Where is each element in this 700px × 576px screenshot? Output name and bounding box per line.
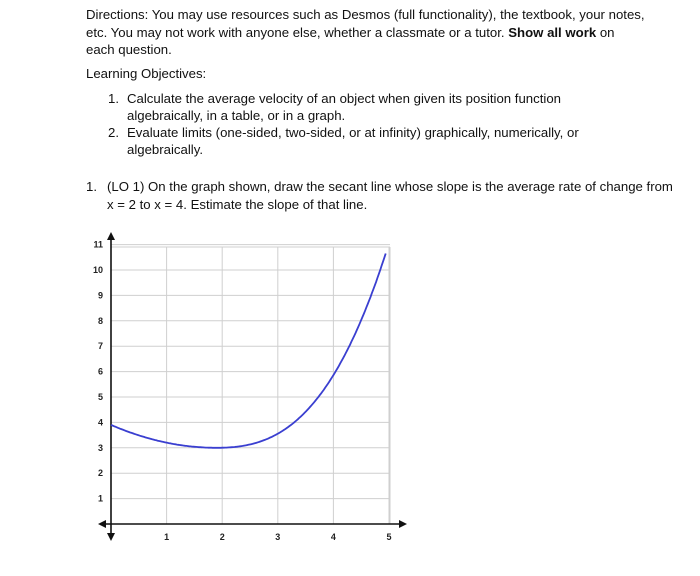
directions-bold: Show all work (508, 24, 597, 40)
objective-number: 2. (108, 125, 119, 140)
directions-tail: on each question. (86, 24, 615, 57)
x-tick-label: 5 (386, 532, 392, 542)
y-axis-arrow-up (107, 232, 115, 240)
objective-text: Calculate the average velocity of an object when given its position function algebraically, in a table, or in a graph. (127, 91, 561, 123)
objective-number: 1. (108, 91, 119, 106)
x-tick-label: 4 (330, 532, 336, 542)
graph-grid (111, 245, 390, 524)
y-tick-label: 1 (97, 493, 103, 504)
graph-axes (98, 232, 407, 541)
x-axis-arrow-left (98, 520, 106, 528)
y-tick-label: 7 (97, 341, 103, 352)
y-tick-label: 11 (93, 239, 103, 250)
y-tick-label: 6 (97, 366, 103, 377)
x-axis-arrow-right (399, 520, 407, 528)
y-tick-label: 2 (97, 468, 103, 479)
directions-lead: Directions: You may use resources such as Desmos (full functionality), the textbook, your notes, etc. You may not work with anyone else, whether a classmate or a tutor. (86, 7, 645, 40)
y-tick-label: 10 (92, 265, 103, 275)
y-tick-label: 8 (97, 315, 103, 326)
function-curve (111, 254, 386, 448)
question-number: 1. (86, 179, 97, 194)
x-tick-label: 3 (275, 532, 281, 542)
x-tick-label: 2 (219, 532, 225, 542)
x-tick-label: 1 (164, 532, 170, 542)
y-tick-label: 3 (97, 442, 103, 453)
y-tick-labels (93, 240, 103, 504)
y-tick-label: 4 (97, 417, 103, 428)
x-tick-labels (164, 532, 391, 542)
learning-objectives-heading: Learning Objectives: (86, 66, 207, 81)
objective-text: Evaluate limits (one-sided, two-sided, or at infinity) graphically, numerically, or algebraically. (127, 125, 579, 157)
y-axis-arrow-down (107, 533, 115, 541)
question-text: (LO 1) On the graph shown, draw the secant line whose slope is the average rate of change from x = 2 to x = 4. Estimate the slope of that line. (107, 179, 673, 212)
y-tick-label: 9 (97, 290, 103, 301)
y-tick-label: 5 (97, 392, 103, 402)
